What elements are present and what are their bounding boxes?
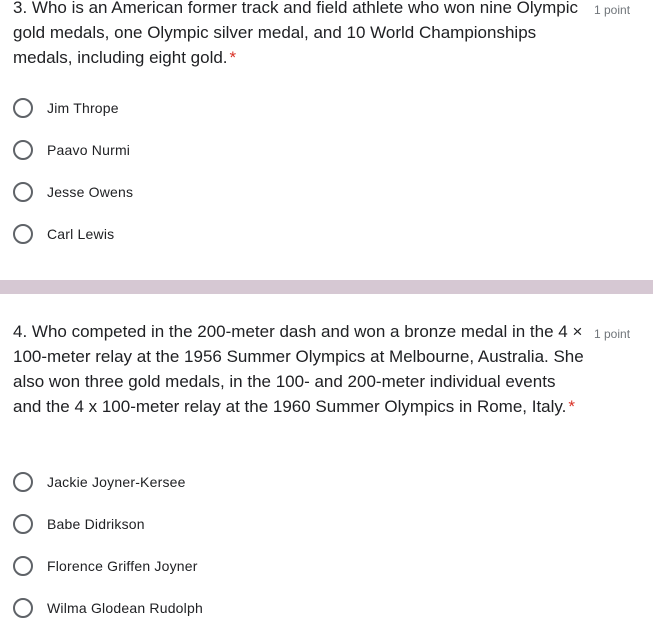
- radio-button[interactable]: [13, 182, 33, 202]
- answer-option[interactable]: [13, 171, 613, 213]
- points-label: 1 point: [594, 3, 631, 17]
- radio-button[interactable]: [13, 556, 33, 576]
- radio-button[interactable]: [13, 598, 33, 618]
- radio-button[interactable]: [13, 98, 33, 118]
- answer-option[interactable]: [13, 461, 613, 503]
- option-label: Babe Didrikson: [47, 516, 145, 532]
- answer-option[interactable]: [13, 503, 613, 545]
- question-title: [13, 319, 585, 419]
- question-text: 4. Who competed in the 200-meter dash and won a bronze medal in the 4 × 100-meter relay at the 1956 Summer Olympics at Melbourne, Australia. She also won three gold medals, in the 100- and 200-meter individual events and the 4 x 100-meter relay at the 1960 Summer Olympics in Rome, Italy.: [13, 322, 584, 416]
- required-asterisk: *: [568, 397, 575, 416]
- answer-option[interactable]: [13, 213, 613, 255]
- question-card-3: [0, 0, 653, 280]
- required-asterisk: *: [229, 48, 237, 67]
- answer-option[interactable]: [13, 129, 613, 171]
- answer-option[interactable]: [13, 545, 613, 587]
- answer-option[interactable]: [13, 587, 613, 629]
- question-card-4: [0, 294, 653, 628]
- points-label: 1 point: [594, 327, 631, 341]
- option-label: Jim Thrope: [47, 100, 119, 116]
- answer-options: [13, 461, 613, 629]
- answer-options: [13, 87, 613, 255]
- option-label: Carl Lewis: [47, 226, 115, 242]
- radio-button[interactable]: [13, 224, 33, 244]
- radio-button[interactable]: [13, 514, 33, 534]
- option-label: Wilma Glodean Rudolph: [47, 600, 203, 616]
- radio-button[interactable]: [13, 140, 33, 160]
- answer-option[interactable]: [13, 87, 613, 129]
- option-label: Jackie Joyner-Kersee: [47, 474, 186, 490]
- option-label: Jesse Owens: [47, 184, 134, 200]
- option-label: Paavo Nurmi: [47, 142, 131, 158]
- radio-button[interactable]: [13, 472, 33, 492]
- option-label: Florence Griffen Joyner: [47, 558, 198, 574]
- section-divider: [0, 280, 653, 294]
- question-title: [13, 0, 585, 70]
- question-text: 3. Who is an American former track and field athlete who won nine Olympic gold medals, one Olympic silver medal, and 10 World Championships medals, including eight gold.: [13, 0, 579, 67]
